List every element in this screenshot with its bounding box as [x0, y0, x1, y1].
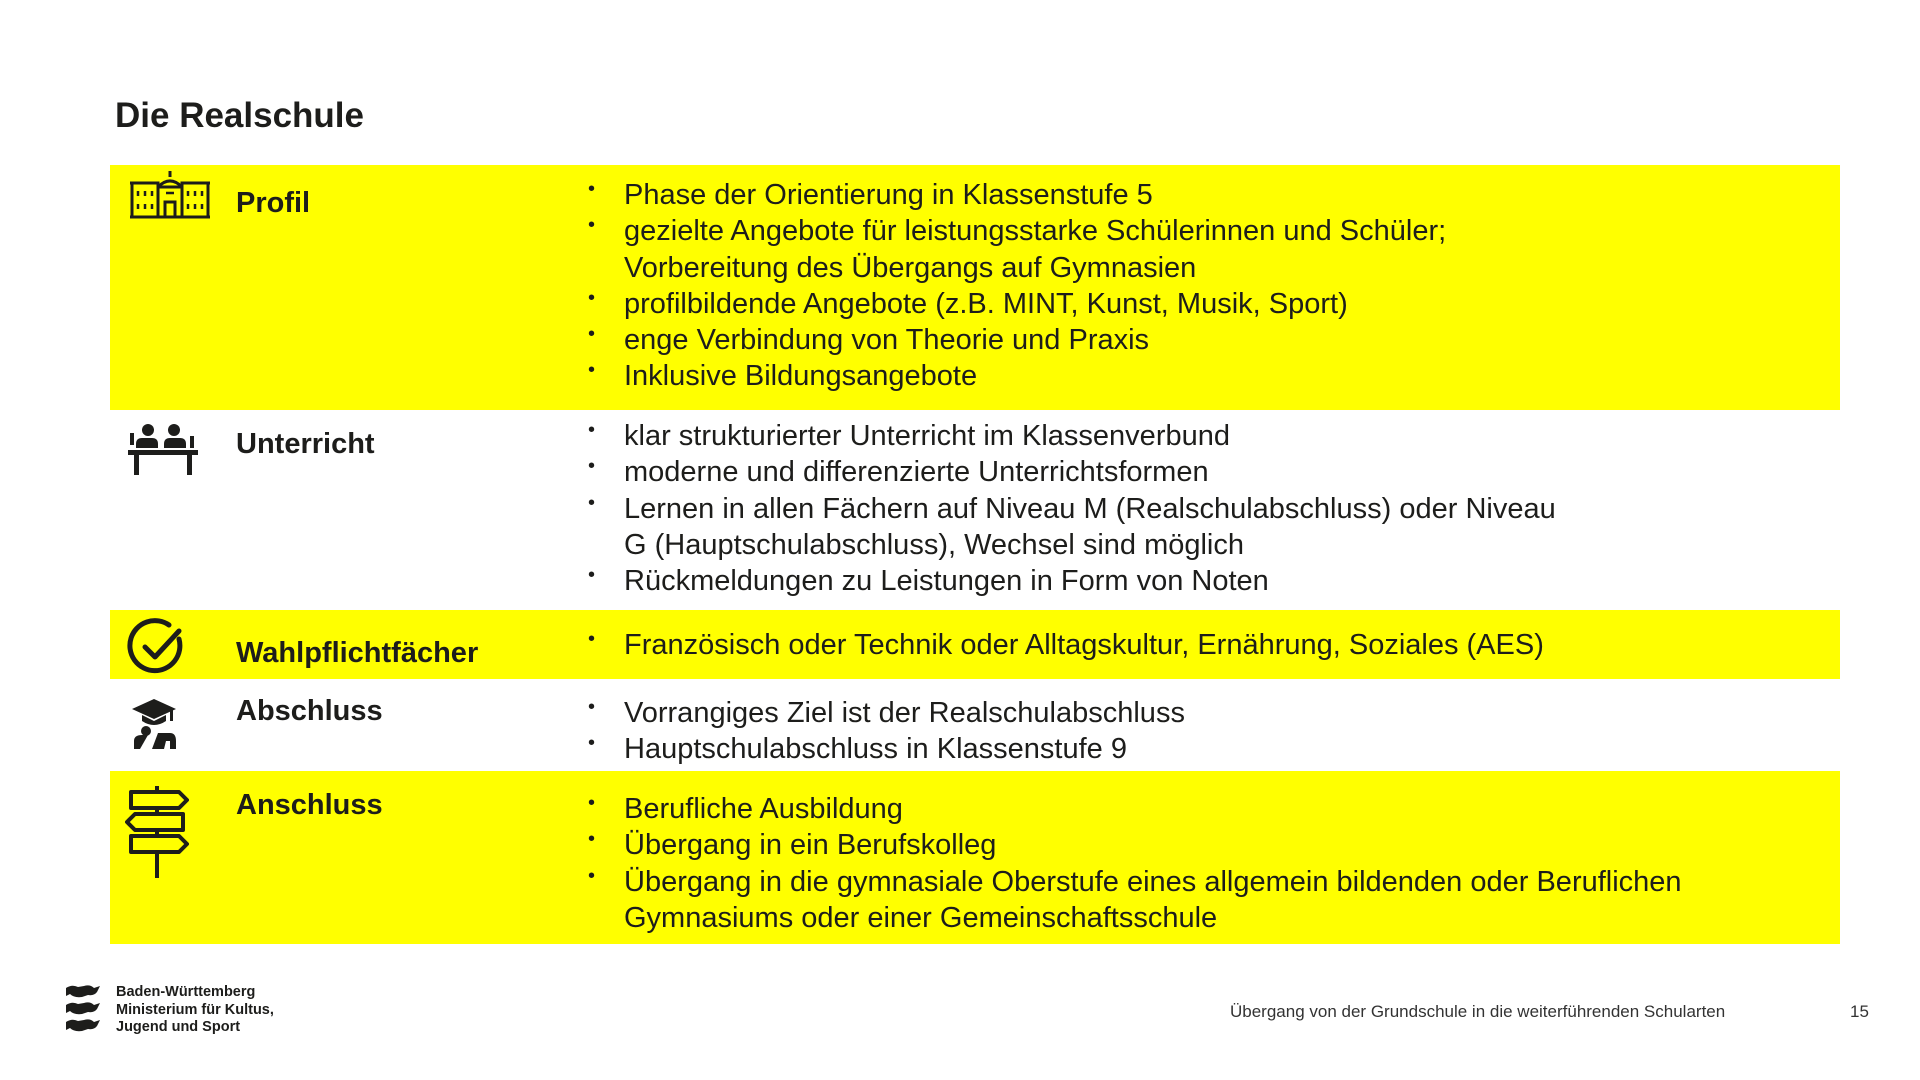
- list-item: • Inklusive Bildungsangebote: [588, 359, 978, 393]
- bullet-list: [570, 695, 1800, 768]
- bullet-list: [570, 418, 1800, 599]
- bullet-list: [570, 177, 1800, 395]
- page-title: Die Realschule: [115, 96, 364, 135]
- list-item: • Französisch oder Technik oder Alltagskultur, Ernährung, Soziales (AES): [588, 628, 1544, 661]
- ministry-logo: [64, 984, 274, 1039]
- list-item: • Lernen in allen Fächern auf Niveau M (Realschulabschluss) oder Niveau G (Hauptschulabschluss), Wechsel sind möglich: [588, 491, 1556, 561]
- list-item: • moderne und differenzierte Unterrichtsformen: [588, 455, 1209, 489]
- page-number: 15: [1850, 1002, 1869, 1021]
- check-circle-icon: [127, 617, 187, 677]
- row-label: Anschluss: [236, 789, 383, 821]
- row-wahlpflichtfaecher: [110, 610, 1840, 679]
- ministry-name: Baden-Württemberg Ministerium für Kultus, Jugend und Sport: [116, 984, 274, 1035]
- classroom-desk-icon: [128, 422, 198, 478]
- list-item: • Übergang in die gymnasiale Oberstufe eines allgemein bildenden oder Beruflichen Gymnasiums oder einer Gemeinschaftsschule: [588, 864, 1682, 934]
- list-item: • gezielte Angebote für leistungsstarke Schülerinnen und Schüler; Vorbereitung des Übergangs auf Gymnasien: [588, 214, 1447, 284]
- graduation-icon: [130, 699, 178, 749]
- row-anschluss: [110, 771, 1840, 944]
- list-item: • Hauptschulabschluss in Klassenstufe 9: [588, 732, 1127, 766]
- list-item: • Übergang in ein Berufskolleg: [588, 828, 997, 862]
- row-abschluss: [110, 679, 1840, 771]
- row-label: Abschluss: [236, 695, 383, 727]
- footer-caption: Übergang von der Grundschule in die weiterführenden Schularten: [1230, 1002, 1726, 1021]
- school-building-icon: [128, 169, 212, 221]
- list-item: • Vorrangiges Ziel ist der Realschulabschluss: [588, 696, 1185, 729]
- list-item: • profilbildende Angebote (z.B. MINT, Kunst, Musik, Sport): [588, 286, 1348, 320]
- row-label: Unterricht: [236, 428, 375, 460]
- row-label: Profil: [236, 187, 311, 219]
- bullet-list: [570, 791, 1800, 936]
- row-profil: [110, 165, 1840, 410]
- signpost-icon: [125, 784, 189, 880]
- row-label: Wahlpflichtfächer: [236, 637, 479, 669]
- list-item: • klar strukturierter Unterricht im Klassenverbund: [588, 419, 1230, 452]
- row-unterricht: [110, 410, 1840, 610]
- bullet-list: [570, 627, 1800, 663]
- list-item: • enge Verbindung von Theorie und Praxis: [588, 323, 1150, 357]
- list-item: • Berufliche Ausbildung: [588, 792, 903, 825]
- list-item: • Rückmeldungen zu Leistungen in Form von Noten: [588, 564, 1269, 598]
- content-table: [110, 165, 1840, 944]
- three-lions-coat-of-arms-icon: [64, 984, 106, 1039]
- list-item: • Phase der Orientierung in Klassenstufe 5: [588, 178, 1153, 211]
